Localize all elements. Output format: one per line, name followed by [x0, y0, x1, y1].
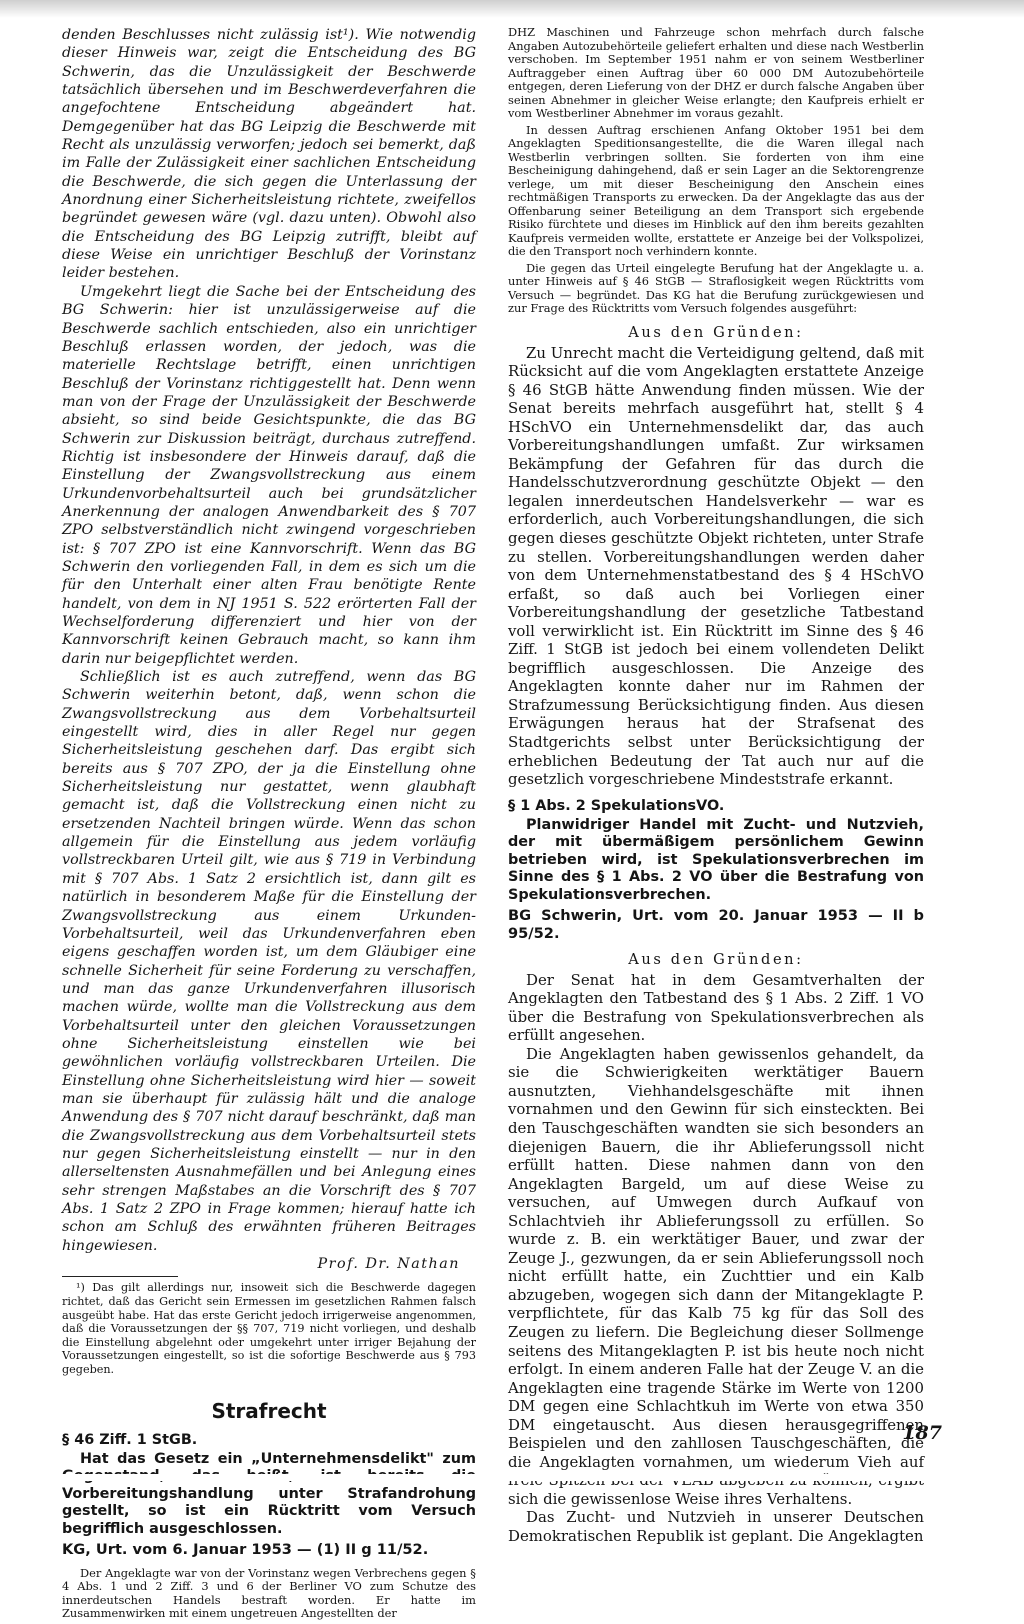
- left-paragraph-1: denden Beschlusses nicht zulässig ist¹). Wie notwendig dieser Hinweis war, zeigt die Entscheidung des BG Schwerin, das die Unzulässigkeit der Beschwerde tatsächlich übersehen und im Beschwerdeverfahren die angefochtene Entscheidung abgeändert hat. Demgegenüber hat das BG Leipzig die Beschwerde mit Recht als unzulässig verworfen; jedoch sei bemerkt, daß im Falle der Zulässigkeit einer sachlichen Entscheidung die Beschwerde, die sich gegen die Unterlassung der Anordnung einer Sicherheitsleistung richtete, zweifellos begründet gewesen wäre (vgl. dazu unten). Obwohl also die Entscheidung des BG Leipzig zutrifft, bleibt auf diese Weise ein unrichtiger Beschluß der Vorinstanz leider bestehen.: [62, 27, 476, 282]
- case1-facts-1: DHZ Maschinen und Fahrzeuge schon mehrfach durch falsche Angaben Autozubehörteile geliefert erhalten und diese nach Westberlin verschoben. Im September 1951 nahm er von seinem Westberliner Auftraggeber einen Auftrag über 60 000 DM Autozubehörteile entgegen, deren Lieferung von der DHZ er durch falsche Angaben über seinen Abnehmer in gleicher Weise erlangte; den Kaufpreis erhielt er vom Westberliner Abnehmer im voraus gezahlt.: [508, 25, 924, 120]
- scan-top-edge: [0, 0, 1024, 18]
- case1-headnote: Hat das Gesetz ein „Unternehmensdelikt" zum Vorbereitungshandlung unter Strafandrohung gestellt, so ist ein Rücktritt vom Versuch begrifflich ausgeschlossen.: [62, 1450, 476, 1537]
- left-paragraph-2: Umgekehrt liegt die Sache bei der Entscheidung des BG Schwerin: hier ist unzulässigerweise auf die Beschwerde sachlich entschieden, also ein unrichtiger Beschluß erlassen worden, der jedoch, was die materielle Rechtslage betrifft, einen unrichtigen Beschluß der Vorinstanz richtiggestellt hat. Denn wenn man von der Frage der Unzulässigkeit der Beschwerde absieht, so sind beide Gesichtspunkte, die das BG Schwerin zur Diskussion beiträgt, durchaus zutreffend. Richtig ist insbesondere der Hinweis darauf, daß die Einstellung der Zwangsvollstreckung aus einem Urkundenvorbehaltsurteil auch bei grundsätzlicher Anerkennung der analogen Anwendbarkeit des § 707 ZPO selbstverständlich nicht zwingend vorgeschrieben ist: § 707 ZPO ist eine Kannvorschrift. Wenn das BG Schwerin den vorliegenden Fall, in dem es sich um die für den Unterhalt einer alten Frau benötigte Rente handelt, von dem in NJ 1951 S. 522 erörterten Fall der Wechselforderung differenziert und hier von der Kannvorschrift keinen Gebrauch macht, so kann ihm darin nur beigepflichtet werden.: [62, 283, 476, 667]
- case1-reasons: Zu Unrecht macht die Verteidigung geltend, daß mit Rücksicht auf die vom Angeklagten erstattete Anzeige § 46 StGB hätte Anwendung finden müssen. Wie der Senat bereits mehrfach ausgeführt hat, stellt § 4 HSchVO ein Unternehmensdelikt dar, das auch Vorbereitungshandlungen umfaßt. Zur wirksamen Bekämpfung der Gefahren für das durch die Handelsschutzverordnung geschützte Objekt — den legalen innerdeutschen Handelsverkehr — war es erforderlich, auch Vorbereitungshandlungen, die sich gegen dieses geschützte Objekt richteten, unter Strafe zu stellen. Vorbereitungshandlungen werden daher von dem Unternehmenstatbestand des § 4 HSchVO erfaßt, so daß auch bei Vorliegen einer Vorbereitungshandlung der gesetzliche Tatbestand voll verwirklicht ist. Ein Rücktritt im Sinne des § 46 Ziff. 1 StGB ist jedoch bei einem vollendeten Delikt begrifflich ausgeschlossen. Die Anzeige des Angeklagten konnte daher nur im Rahmen der Strafzumessung Berücksichtigung finden. Aus diesen Erwägungen heraus hat der Strafsenat des Stadtgerichts selbst unter Berücksichtigung der erheblichen Bedeutung der Tat auch nur auf die gesetzlich vorgeschriebene Mindeststrafe erkannt.: [508, 343, 924, 789]
- case2-norm: § 1 Abs. 2 SpekulationsVO.: [508, 797, 725, 814]
- case1-facts-3: Die gegen das Urteil eingelegte Berufung hat der Angeklagte u. a. unter Hinweis auf § 46 StGB — Straflosigkeit wegen Rücktritts vom Versuch — begründet. Das KG hat die Berufung zurückgewiesen und zur Frage des Rücktritts vom Versuch folgendes ausgeführt:: [508, 260, 924, 315]
- case1-gruende-label: Aus den Gründen:: [628, 323, 804, 341]
- left-paragraph-3: Schließlich ist es auch zutreffend, wenn das BG Schwerin weiterhin betont, daß, wenn schon die Zwangsvollstreckung aus dem Vorbehaltsurteil eingestellt wird, dies in aller Regel nur gegen Sicherheitsleistung geschehen darf. Das ergibt sich bereits aus § 707 ZPO, der ja die Einstellung ohne Sicherheitsleistung nur gestattet, wenn glaubhaft gemacht ist, daß die Vollstreckung einen nicht zu ersetzenden Nachteil bringen würde. Wenn das schon allgemein für die Einstellung aus jedem vorläufig vollstreckbaren Urteil gilt, wie aus § 719 in Verbindung mit § 707 Abs. 1 Satz 2 ersichtlich ist, dann gilt es natürlich in besonderem Maße für die Einstellung der Zwangsvollstreckung aus einem Urkunden-Vorbehaltsurteil, weil das Urkundenverfahren eben eigens geschaffen worden ist, um dem Gläubiger eine schnelle Sicherheit für seine Forderung zu verschaffen, und man das ganze Urkundenverfahren illusorisch machen würde, wollte man die Vollstreckung aus dem Vorbehaltsurteil unter den gleichen Voraussetzungen ohne Sicherheitsleistung einstellen wie bei gewöhnlichen vorläufig vollstreckbaren Urteilen. Die Einstellung ohne Sicherheitsleistung wird hier — soweit man sie überhaupt für zulässig hält und die analoge Anwendung des § 707 nicht darauf beschränkt, daß man die Zwangsvollstreckung aus dem Vorbehaltsurteil stets nur gegen Sicherheitsleistung einstellt — nur in den allerseltensten Ausnahmefällen und bei Anlegung eines sehr strengen Maßstabes an die Vorschrift des § 707 Abs. 1 Satz 2 ZPO in Frage kommen; hierauf hatte ich schon am Schluß des erwähnten früheren Beitrages hingewiesen.: [62, 669, 476, 1254]
- case2-citation: BG Schwerin, Urt. vom 20. Januar 1953 — II b 95/52.: [508, 906, 924, 942]
- case2-reasons-1: Der Senat hat in dem Gesamtverhalten der Angeklagten den Tatbestand des § 1 Abs. 2 Ziff. 1 VO über die Bestrafung von Spekulationsverbrechen als erfüllt angesehen.: [508, 970, 924, 1045]
- case2-reasons-2: Die Angeklagten haben gewissenlos gehandelt, da sie die Schwierigkeiten werktätiger Bauern ausnutzten, Viehhandelsgeschäfte mit ihnen vornahmen und den Gewinn für sich einsteckten. Bei den Tauschgeschäften wandten sie sich besonders an diejenigen Bauern, die ihr Ablieferungssoll nicht erfüllt hatten. Diese nahmen dann von den Angeklagten Bargeld, um auf diese Weise zu versuchen, auf Umwegen durch Aufkauf von Schlachtvieh ihr Ablieferungssoll zu erfüllen. So wurde z. B. ein werktätiger Bauer, und zwar der Zeuge J., gezwungen, da er sein Ablieferungssoll noch nicht erfüllt hatte, ein Zuchttier und ein Kalb abzugeben, wogegen sich dann der Mitangeklagte P. verpflichtete, für das Kalb 75 kg für das Soll des Zeugen zu liefern. Die Begleichung dieser Sollmenge seitens des Mitangeklagten P. ist bis heute noch nicht erfolgt. In einem anderen Falle hat der Zeuge V. an die Angeklagten eine tragende Stärke im Werte von 1200 DM gegen eine Schlachtkuh im Werte von etwa 350 DM eingetauscht. Aus diesen herausgegriffenen Beispielen und den zahllosen Tauschgeschäften, die die Angeklagten vornahmen, um wiederum Vieh auf sich die gewissenlose Weise ihres Verhaltens.: [508, 1044, 924, 1508]
- page-number: 187: [902, 1422, 942, 1444]
- case2-gruende-label: Aus den Gründen:: [628, 950, 804, 968]
- case1-citation: KG, Urt. vom 6. Januar 1953 — (1) II g 11/52.: [62, 1540, 429, 1558]
- footnote: ¹) Das gilt allerdings nur, insoweit sich die Beschwerde dagegen richtet, daß das Gericht sein Ermessen im gesetzlichen Rahmen falsch ausgeübt habe. Hat das erste Gericht jedoch irrigerweise angenommen, daß die Voraussetzungen der §§ 707, 719 nicht vorliegen, und deshalb die Einstellung abgelehnt oder umgekehrt unter irriger Bejahung der Voraussetzungen eingestellt, so ist die sofortige Beschwerde aus § 793 gegeben.: [62, 1281, 476, 1376]
- footnote-rule: [62, 1276, 178, 1277]
- right-column: [508, 26, 924, 1546]
- page-bottom-edge: [0, 1474, 1024, 1481]
- case2-reasons-3: Das Zucht- und Nutzvieh in unserer Deutschen Demokratischen Republik ist geplant. Die Angeklagten: [508, 1508, 924, 1545]
- author-signature: Prof. Dr. Nathan: [317, 1256, 460, 1273]
- case1-facts-start: Der Angeklagte war von der Vorinstanz wegen Verbrechens gegen § 4 Abs. 1 und 2 Ziff. 3 und 6 der Berliner VO zum Schutze des innerdeutschen Handels bestraft worden. Er hatte im Zusammenwirken mit einem ungetreuen Angestellten der: [62, 1565, 476, 1620]
- case1-norm: § 46 Ziff. 1 StGB.: [62, 1431, 198, 1448]
- case1-facts-2: In dessen Auftrag erschienen Anfang Oktober 1951 bei dem Angeklagten Speditionsangestellte, die die Waren illegal nach Westberlin verbringen sollten. Sie forderten von ihm eine Bescheinigung dahingehend, daß er sein Lager an die Sektorengrenze verlege, um mit dieser Bescheinigung den Anschein eines rechtmäßigen Transports zu erwecken. Da der Angeklagte das aus der Offenbarung seiner Beteiligung an dem Transport sich ergebende Risiko fürchtete und dieses im Hinblick auf den ihm bereits gezahlten Kaufpreis vermeiden wollte, erstattete er Anzeige bei der Volkspolizei, die den Transport noch verhindern konnte.: [508, 122, 924, 258]
- left-column: [62, 26, 476, 1624]
- case2-headnote: Planwidriger Handel mit Zucht- und Nutzvieh, der mit übermäßigem persönlichem Gewinn betrieben wird, ist Spekulationsverbrechen im Sinne des § 1 Abs. 2 VO über die Bestrafung von Spekulationsverbrechen.: [508, 816, 924, 903]
- section-heading: Strafrecht: [211, 1398, 327, 1423]
